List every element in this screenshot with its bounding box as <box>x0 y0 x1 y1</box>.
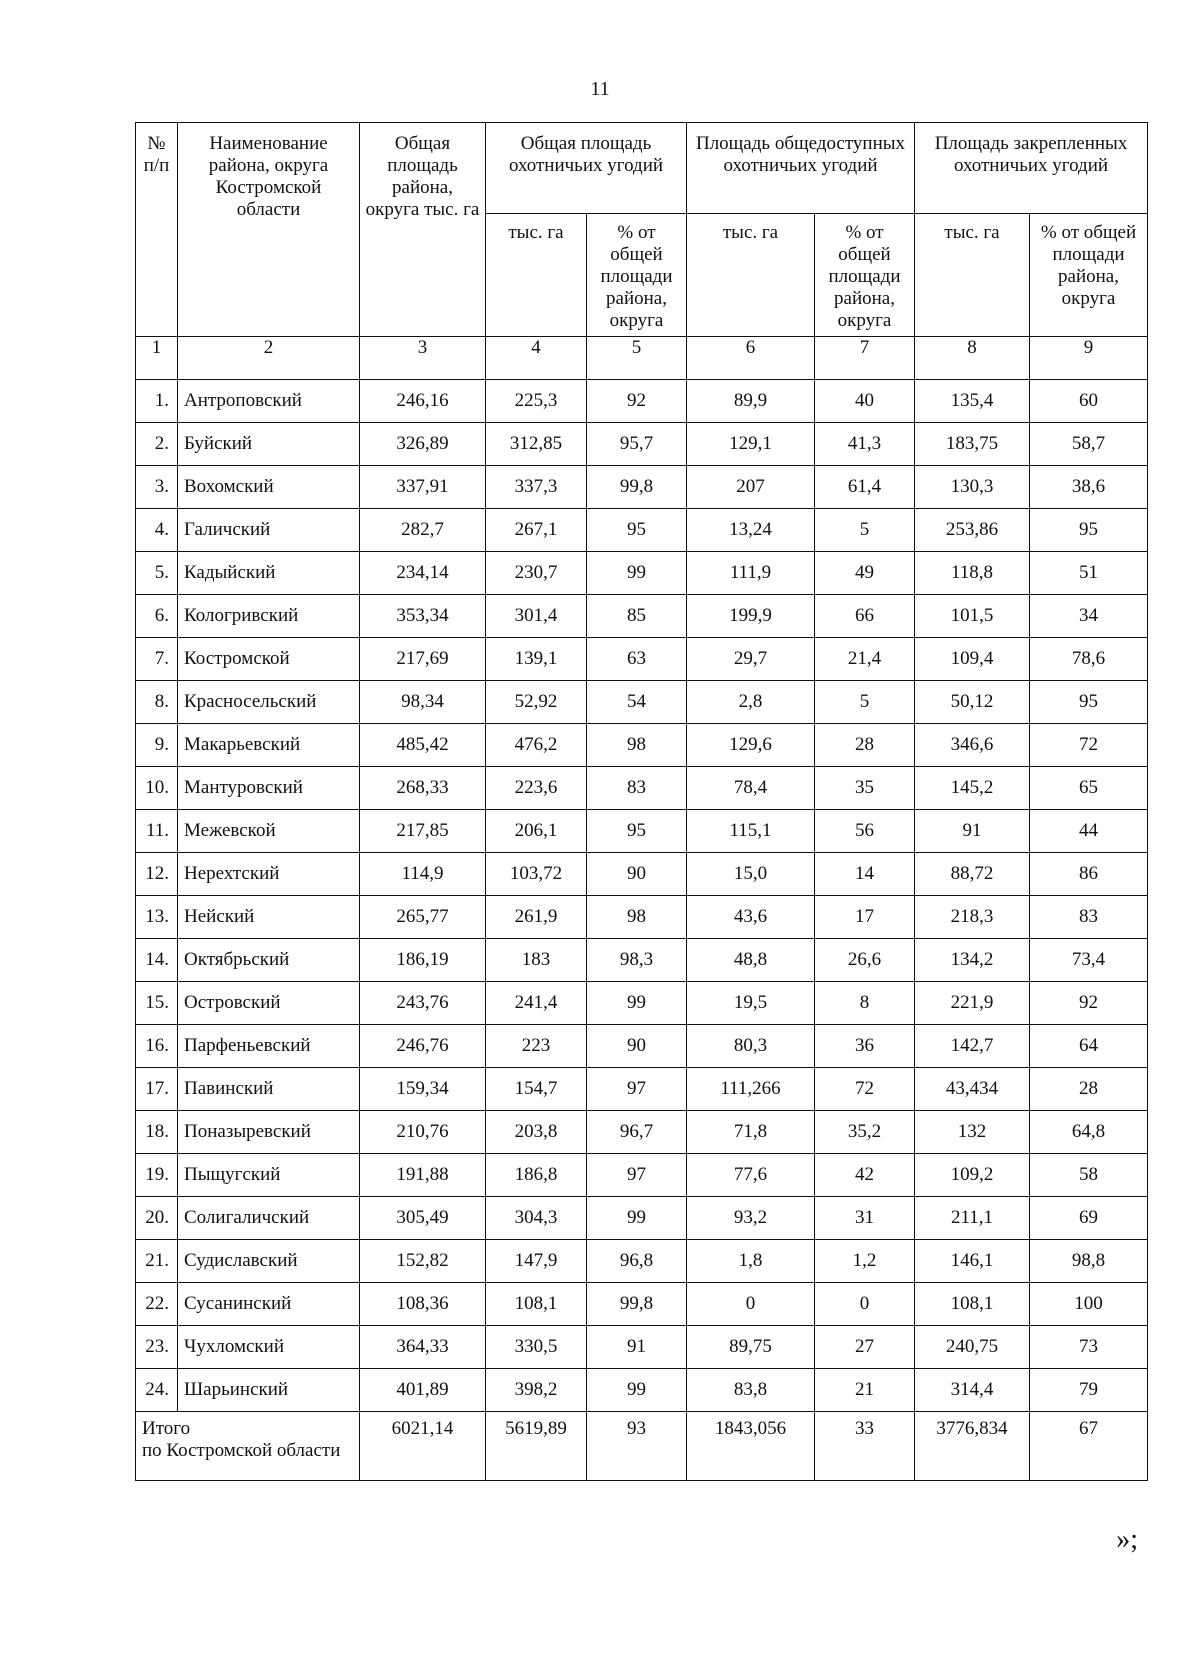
subheader-public-thousand-ha: тыс. га <box>687 214 815 337</box>
row-number: 24. <box>136 1369 178 1412</box>
public-area: 111,9 <box>687 552 815 595</box>
public-percent: 26,6 <box>815 939 915 982</box>
assigned-percent: 73 <box>1030 1326 1148 1369</box>
district-name: Солигаличский <box>178 1197 360 1240</box>
header-hunting-grounds: Общая площадь охотничьих угодий <box>486 123 687 214</box>
assigned-percent: 73,4 <box>1030 939 1148 982</box>
assigned-percent: 98,8 <box>1030 1240 1148 1283</box>
assigned-area: 221,9 <box>915 982 1030 1025</box>
district-name: Межевской <box>178 810 360 853</box>
hunting-percent: 99,8 <box>587 466 687 509</box>
table-row <box>136 1283 1148 1326</box>
header-public-grounds: Площадь общедоступных охотничьих угодий <box>687 123 915 214</box>
assigned-area: 109,4 <box>915 638 1030 681</box>
assigned-percent: 34 <box>1030 595 1148 638</box>
total-public-area: 1843,056 <box>687 1412 815 1481</box>
total-area: 353,34 <box>360 595 486 638</box>
table-row <box>136 982 1148 1025</box>
assigned-area: 218,3 <box>915 896 1030 939</box>
public-percent: 61,4 <box>815 466 915 509</box>
assigned-percent: 69 <box>1030 1197 1148 1240</box>
table-row <box>136 552 1148 595</box>
table-row <box>136 1154 1148 1197</box>
total-area: 337,91 <box>360 466 486 509</box>
public-area: 1,8 <box>687 1240 815 1283</box>
public-area: 71,8 <box>687 1111 815 1154</box>
table-row <box>136 1240 1148 1283</box>
table-row <box>136 423 1148 466</box>
column-number: 8 <box>915 337 1030 380</box>
subheader-assigned-percent: % от общей площади района, округа <box>1030 214 1148 337</box>
public-percent: 66 <box>815 595 915 638</box>
total-area: 485,42 <box>360 724 486 767</box>
hunting-area: 230,7 <box>486 552 587 595</box>
closing-quote-mark: »; <box>1116 1524 1138 1555</box>
total-hunting-area: 5619,89 <box>486 1412 587 1481</box>
district-name: Пыщугский <box>178 1154 360 1197</box>
assigned-area: 135,4 <box>915 380 1030 423</box>
total-area: 265,77 <box>360 896 486 939</box>
district-name: Поназыревский <box>178 1111 360 1154</box>
public-percent: 41,3 <box>815 423 915 466</box>
hunting-area: 304,3 <box>486 1197 587 1240</box>
table-row <box>136 1197 1148 1240</box>
hunting-area: 154,7 <box>486 1068 587 1111</box>
public-percent: 36 <box>815 1025 915 1068</box>
district-name: Шарьинский <box>178 1369 360 1412</box>
row-number: 1. <box>136 380 178 423</box>
hunting-percent: 95 <box>587 810 687 853</box>
hunting-percent: 54 <box>587 681 687 724</box>
column-number: 9 <box>1030 337 1148 380</box>
total-label-line1: Итого <box>142 1418 191 1439</box>
district-name: Судиславский <box>178 1240 360 1283</box>
hunting-percent: 85 <box>587 595 687 638</box>
total-hunting-percent: 93 <box>587 1412 687 1481</box>
hunting-area: 301,4 <box>486 595 587 638</box>
public-percent: 5 <box>815 681 915 724</box>
public-percent: 49 <box>815 552 915 595</box>
header-district-name: Наименование района, округа Костромской области <box>178 123 360 337</box>
table-row <box>136 810 1148 853</box>
assigned-area: 43,434 <box>915 1068 1030 1111</box>
total-area: 152,82 <box>360 1240 486 1283</box>
public-area: 29,7 <box>687 638 815 681</box>
assigned-area: 118,8 <box>915 552 1030 595</box>
assigned-area: 183,75 <box>915 423 1030 466</box>
hunting-percent: 98,3 <box>587 939 687 982</box>
column-number: 1 <box>136 337 178 380</box>
public-percent: 21 <box>815 1369 915 1412</box>
row-number: 11. <box>136 810 178 853</box>
public-percent: 14 <box>815 853 915 896</box>
assigned-percent: 72 <box>1030 724 1148 767</box>
public-area: 15,0 <box>687 853 815 896</box>
assigned-area: 253,86 <box>915 509 1030 552</box>
total-area: 243,76 <box>360 982 486 1025</box>
public-area: 89,9 <box>687 380 815 423</box>
assigned-percent: 95 <box>1030 509 1148 552</box>
hunting-percent: 99 <box>587 1369 687 1412</box>
hunting-percent: 95 <box>587 509 687 552</box>
row-number: 7. <box>136 638 178 681</box>
total-label <box>136 1412 360 1481</box>
hunting-percent: 99,8 <box>587 1283 687 1326</box>
assigned-percent: 28 <box>1030 1068 1148 1111</box>
public-area: 13,24 <box>687 509 815 552</box>
row-number: 17. <box>136 1068 178 1111</box>
public-area: 48,8 <box>687 939 815 982</box>
assigned-percent: 86 <box>1030 853 1148 896</box>
public-percent: 56 <box>815 810 915 853</box>
assigned-percent: 95 <box>1030 681 1148 724</box>
row-number: 2. <box>136 423 178 466</box>
public-percent: 35,2 <box>815 1111 915 1154</box>
table-row <box>136 767 1148 810</box>
assigned-area: 88,72 <box>915 853 1030 896</box>
hunting-percent: 90 <box>587 1025 687 1068</box>
row-number: 12. <box>136 853 178 896</box>
assigned-percent: 58 <box>1030 1154 1148 1197</box>
total-public-percent: 33 <box>815 1412 915 1481</box>
public-percent: 42 <box>815 1154 915 1197</box>
table-row <box>136 595 1148 638</box>
hunting-area: 337,3 <box>486 466 587 509</box>
hunting-percent: 97 <box>587 1154 687 1197</box>
hunting-area: 52,92 <box>486 681 587 724</box>
row-number: 19. <box>136 1154 178 1197</box>
hunting-percent: 96,7 <box>587 1111 687 1154</box>
assigned-area: 91 <box>915 810 1030 853</box>
table-row <box>136 896 1148 939</box>
hunting-area: 206,1 <box>486 810 587 853</box>
hunting-percent: 92 <box>587 380 687 423</box>
hunting-area: 103,72 <box>486 853 587 896</box>
district-name: Мантуровский <box>178 767 360 810</box>
district-name: Макарьевский <box>178 724 360 767</box>
table-row <box>136 638 1148 681</box>
district-name: Костромской <box>178 638 360 681</box>
table-row <box>136 1025 1148 1068</box>
total-area: 234,14 <box>360 552 486 595</box>
public-percent: 27 <box>815 1326 915 1369</box>
table-row <box>136 853 1148 896</box>
district-name: Павинский <box>178 1068 360 1111</box>
total-row <box>136 1412 1148 1481</box>
district-name: Красносельский <box>178 681 360 724</box>
column-number: 7 <box>815 337 915 380</box>
total-area: 98,34 <box>360 681 486 724</box>
row-number: 23. <box>136 1326 178 1369</box>
public-area: 129,6 <box>687 724 815 767</box>
assigned-percent: 78,6 <box>1030 638 1148 681</box>
district-name: Нерехтский <box>178 853 360 896</box>
hunting-percent: 91 <box>587 1326 687 1369</box>
district-name: Буйский <box>178 423 360 466</box>
row-number: 10. <box>136 767 178 810</box>
row-number: 16. <box>136 1025 178 1068</box>
public-percent: 35 <box>815 767 915 810</box>
public-percent: 40 <box>815 380 915 423</box>
hunting-area: 139,1 <box>486 638 587 681</box>
assigned-percent: 100 <box>1030 1283 1148 1326</box>
table-row <box>136 1369 1148 1412</box>
assigned-area: 146,1 <box>915 1240 1030 1283</box>
row-number: 5. <box>136 552 178 595</box>
row-number: 9. <box>136 724 178 767</box>
page-number: 11 <box>590 78 610 100</box>
subheader-assigned-thousand-ha: тыс. га <box>915 214 1030 337</box>
total-area: 114,9 <box>360 853 486 896</box>
hunting-area: 261,9 <box>486 896 587 939</box>
hunting-percent: 98 <box>587 896 687 939</box>
total-total-area: 6021,14 <box>360 1412 486 1481</box>
table-row <box>136 939 1148 982</box>
total-area: 191,88 <box>360 1154 486 1197</box>
total-area: 186,19 <box>360 939 486 982</box>
public-area: 207 <box>687 466 815 509</box>
assigned-area: 109,2 <box>915 1154 1030 1197</box>
assigned-percent: 38,6 <box>1030 466 1148 509</box>
public-percent: 72 <box>815 1068 915 1111</box>
district-name: Чухломский <box>178 1326 360 1369</box>
public-area: 83,8 <box>687 1369 815 1412</box>
public-area: 115,1 <box>687 810 815 853</box>
table-body <box>136 380 1148 1412</box>
hunting-percent: 99 <box>587 552 687 595</box>
subheader-hunting-thousand-ha: тыс. га <box>486 214 587 337</box>
public-area: 2,8 <box>687 681 815 724</box>
row-number: 22. <box>136 1283 178 1326</box>
hunting-area: 108,1 <box>486 1283 587 1326</box>
hunting-area: 241,4 <box>486 982 587 1025</box>
public-percent: 8 <box>815 982 915 1025</box>
hunting-area: 203,8 <box>486 1111 587 1154</box>
public-area: 93,2 <box>687 1197 815 1240</box>
assigned-area: 314,4 <box>915 1369 1030 1412</box>
public-area: 80,3 <box>687 1025 815 1068</box>
assigned-percent: 65 <box>1030 767 1148 810</box>
table-row <box>136 724 1148 767</box>
hunting-percent: 98 <box>587 724 687 767</box>
hunting-area: 147,9 <box>486 1240 587 1283</box>
total-assigned-percent: 67 <box>1030 1412 1148 1481</box>
hunting-area: 223 <box>486 1025 587 1068</box>
hunting-percent: 99 <box>587 1197 687 1240</box>
total-area: 217,69 <box>360 638 486 681</box>
assigned-area: 134,2 <box>915 939 1030 982</box>
public-area: 89,75 <box>687 1326 815 1369</box>
total-area: 159,34 <box>360 1068 486 1111</box>
column-number: 4 <box>486 337 587 380</box>
total-area: 217,85 <box>360 810 486 853</box>
assigned-percent: 64,8 <box>1030 1111 1148 1154</box>
total-area: 268,33 <box>360 767 486 810</box>
assigned-area: 108,1 <box>915 1283 1030 1326</box>
assigned-area: 132 <box>915 1111 1030 1154</box>
total-label-line2: по Костромской области <box>142 1440 341 1461</box>
assigned-area: 50,12 <box>915 681 1030 724</box>
assigned-area: 101,5 <box>915 595 1030 638</box>
public-percent: 17 <box>815 896 915 939</box>
public-area: 43,6 <box>687 896 815 939</box>
total-area: 108,36 <box>360 1283 486 1326</box>
column-numbers-row <box>136 337 1148 380</box>
assigned-area: 145,2 <box>915 767 1030 810</box>
hunting-area: 312,85 <box>486 423 587 466</box>
row-number: 8. <box>136 681 178 724</box>
row-number: 13. <box>136 896 178 939</box>
table-row <box>136 681 1148 724</box>
assigned-percent: 64 <box>1030 1025 1148 1068</box>
row-number: 14. <box>136 939 178 982</box>
total-area: 326,89 <box>360 423 486 466</box>
total-area: 246,16 <box>360 380 486 423</box>
assigned-percent: 79 <box>1030 1369 1148 1412</box>
public-area: 199,9 <box>687 595 815 638</box>
total-area: 401,89 <box>360 1369 486 1412</box>
public-area: 19,5 <box>687 982 815 1025</box>
column-number: 6 <box>687 337 815 380</box>
public-percent: 5 <box>815 509 915 552</box>
public-percent: 21,4 <box>815 638 915 681</box>
assigned-percent: 51 <box>1030 552 1148 595</box>
assigned-area: 130,3 <box>915 466 1030 509</box>
public-area: 0 <box>687 1283 815 1326</box>
assigned-percent: 83 <box>1030 896 1148 939</box>
total-area: 305,49 <box>360 1197 486 1240</box>
assigned-area: 240,75 <box>915 1326 1030 1369</box>
assigned-percent: 60 <box>1030 380 1148 423</box>
hunting-area: 398,2 <box>486 1369 587 1412</box>
hunting-area: 223,6 <box>486 767 587 810</box>
table-row <box>136 466 1148 509</box>
hunting-area: 476,2 <box>486 724 587 767</box>
column-number: 5 <box>587 337 687 380</box>
public-percent: 28 <box>815 724 915 767</box>
hunting-area: 330,5 <box>486 1326 587 1369</box>
hunting-percent: 63 <box>587 638 687 681</box>
row-number: 3. <box>136 466 178 509</box>
public-percent: 0 <box>815 1283 915 1326</box>
hunting-percent: 99 <box>587 982 687 1025</box>
table-row <box>136 1068 1148 1111</box>
assigned-area: 346,6 <box>915 724 1030 767</box>
district-name: Антроповский <box>178 380 360 423</box>
row-number: 18. <box>136 1111 178 1154</box>
hunting-area: 183 <box>486 939 587 982</box>
hunting-percent: 97 <box>587 1068 687 1111</box>
public-percent: 31 <box>815 1197 915 1240</box>
table-row <box>136 509 1148 552</box>
district-name: Вохомский <box>178 466 360 509</box>
hunting-area: 186,8 <box>486 1154 587 1197</box>
hunting-percent: 90 <box>587 853 687 896</box>
column-number: 2 <box>178 337 360 380</box>
district-name: Островский <box>178 982 360 1025</box>
total-area: 246,76 <box>360 1025 486 1068</box>
subheader-hunting-percent: % от общей площади района, округа <box>587 214 687 337</box>
public-area: 129,1 <box>687 423 815 466</box>
header-assigned-grounds: Площадь закрепленных охотничьих угодий <box>915 123 1148 214</box>
public-area: 111,266 <box>687 1068 815 1111</box>
assigned-percent: 92 <box>1030 982 1148 1025</box>
row-number: 20. <box>136 1197 178 1240</box>
subheader-public-percent: % от общей площади района, округа <box>815 214 915 337</box>
row-number: 4. <box>136 509 178 552</box>
hunting-percent: 96,8 <box>587 1240 687 1283</box>
hunting-area: 267,1 <box>486 509 587 552</box>
row-number: 15. <box>136 982 178 1025</box>
assigned-area: 142,7 <box>915 1025 1030 1068</box>
public-percent: 1,2 <box>815 1240 915 1283</box>
assigned-area: 211,1 <box>915 1197 1030 1240</box>
total-assigned-area: 3776,834 <box>915 1412 1030 1481</box>
table-row <box>136 380 1148 423</box>
public-area: 77,6 <box>687 1154 815 1197</box>
assigned-percent: 44 <box>1030 810 1148 853</box>
public-area: 78,4 <box>687 767 815 810</box>
district-name: Октябрьский <box>178 939 360 982</box>
header-total-area: Общая площадь района, округа тыс. га <box>360 123 486 337</box>
column-number: 3 <box>360 337 486 380</box>
table-row <box>136 1326 1148 1369</box>
district-name: Кологривский <box>178 595 360 638</box>
hunting-grounds-table <box>135 122 1148 1481</box>
district-name: Нейский <box>178 896 360 939</box>
total-area: 364,33 <box>360 1326 486 1369</box>
total-area: 282,7 <box>360 509 486 552</box>
table-row <box>136 1111 1148 1154</box>
row-number: 6. <box>136 595 178 638</box>
header-number: № п/п <box>136 123 178 337</box>
district-name: Кадыйский <box>178 552 360 595</box>
hunting-percent: 83 <box>587 767 687 810</box>
district-name: Сусанинский <box>178 1283 360 1326</box>
hunting-area: 225,3 <box>486 380 587 423</box>
total-area: 210,76 <box>360 1111 486 1154</box>
assigned-percent: 58,7 <box>1030 423 1148 466</box>
hunting-percent: 95,7 <box>587 423 687 466</box>
district-name: Галичский <box>178 509 360 552</box>
district-name: Парфеньевский <box>178 1025 360 1068</box>
row-number: 21. <box>136 1240 178 1283</box>
